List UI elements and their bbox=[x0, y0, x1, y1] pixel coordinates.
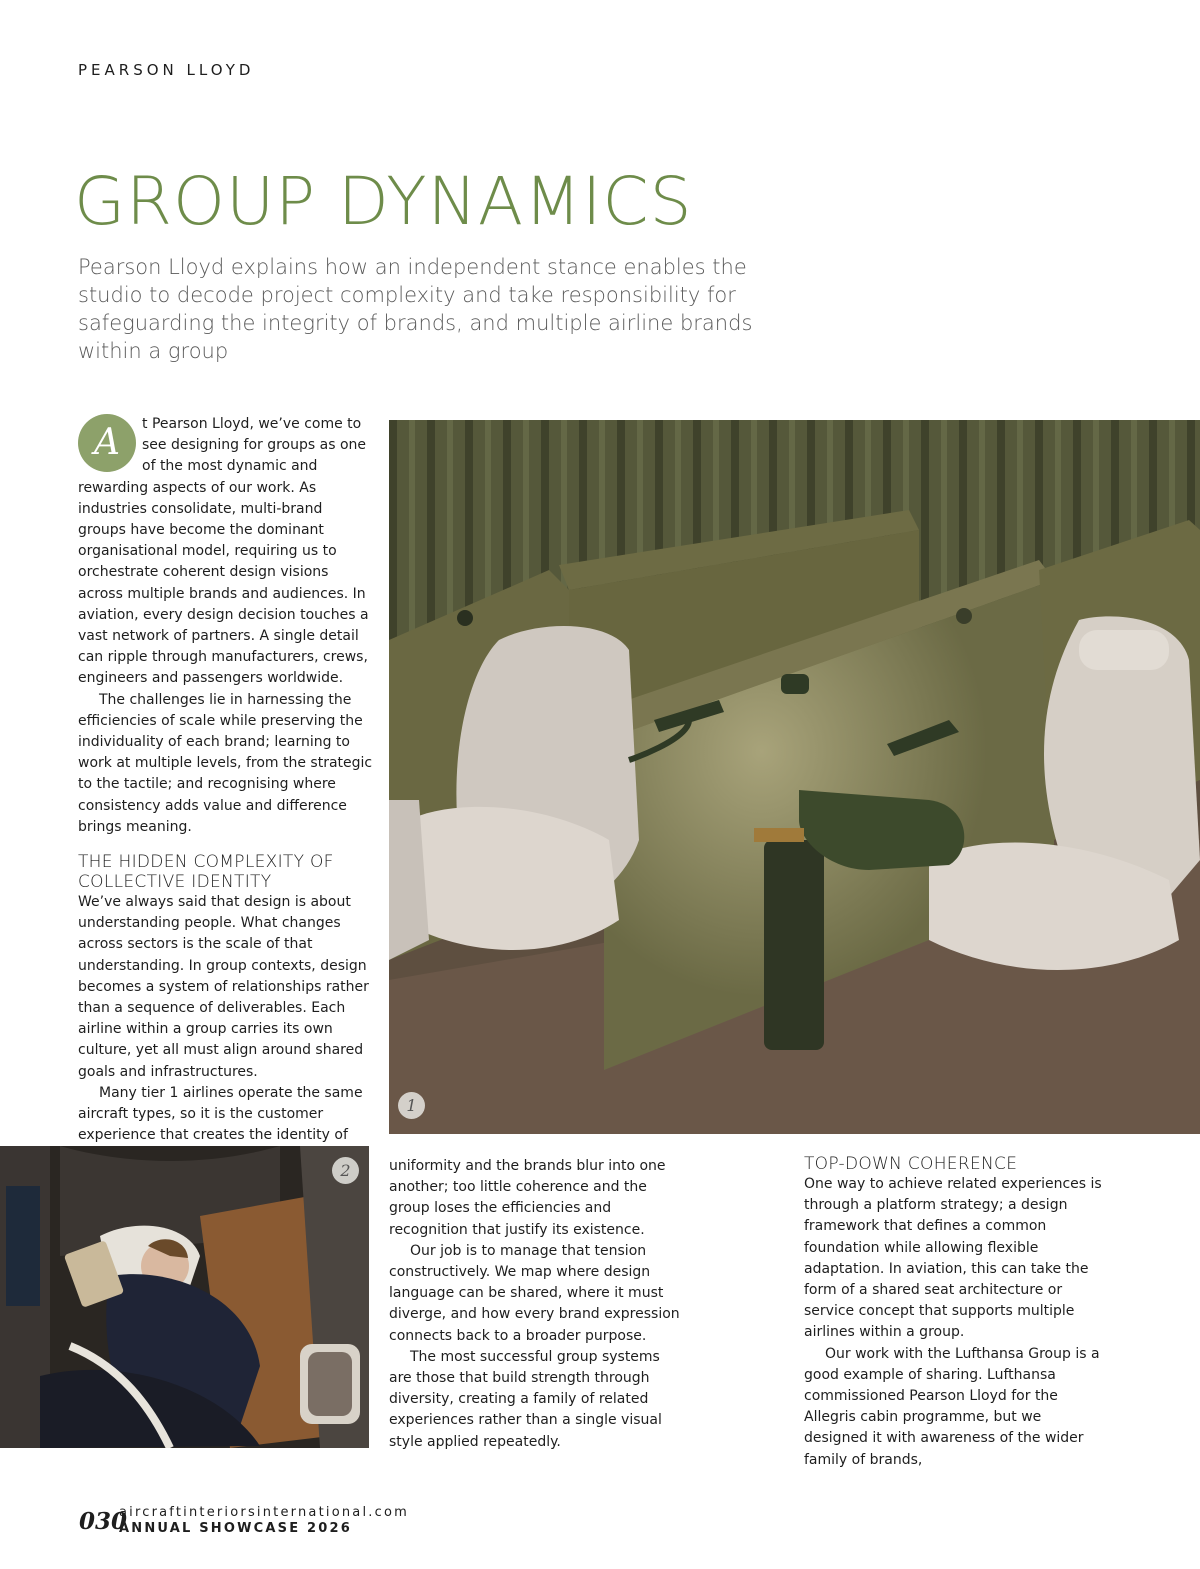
paragraph: We’ve always said that design is about understanding people. What changes across sectors is the scale of that understanding. In group contexts, design becomes a system of relationships rather than a sequence of deliverables. Each airline within a group carries its own culture, yet all must align around shared goals and infrastructures. bbox=[78, 894, 369, 1080]
article-title: GROUP DYNAMICS bbox=[74, 163, 693, 240]
image-number-badge: 1 bbox=[398, 1092, 425, 1119]
text-column-3 bbox=[804, 1154, 1104, 1471]
text-column-2 bbox=[389, 1156, 681, 1453]
drop-cap: A bbox=[78, 414, 136, 472]
paragraph: One way to achieve related experiences is through a platform strategy; a design framework that defines a common foundation while allowing flexible adaptation. In aviation, this can take the form of a shared seat architecture or service concept that supports multiple airlines within a group. bbox=[804, 1176, 1102, 1341]
paragraph: Our job is to manage that tension constructively. We map where design language can be shared, where it must diverge, and how every brand expression connects back to a broader purpose. bbox=[389, 1242, 680, 1344]
paragraph: The challenges lie in harnessing the efficiencies of scale while preserving the individuality of each brand; learning to work at multiple levels, from the strategic to the tactile; and recognising where consistency adds value and difference brings meaning. bbox=[78, 691, 373, 835]
article-standfirst: Pearson Lloyd explains how an independent stance enables the studio to decode project complexity and take responsibility for safeguarding the integrity of brands, and multiple airline brands within a group bbox=[78, 255, 753, 363]
subheading: THE HIDDEN COMPLEXITY OF COLLECTIVE IDENTITY bbox=[78, 852, 334, 893]
cabin-seats-photo bbox=[389, 420, 1200, 1134]
passenger-reading-photo bbox=[0, 1146, 369, 1448]
page-number: 030 bbox=[79, 1508, 128, 1535]
footer-url: aircraftinteriorsinternational.com bbox=[119, 1505, 409, 1520]
text-column-1 bbox=[78, 414, 374, 1210]
paragraph: Our work with the Lufthansa Group is a good example of sharing. Lufthansa commissioned Pearson Lloyd for the Allegris cabin programme, but we designed it with awareness of the wider family of brands, bbox=[804, 1345, 1100, 1468]
paragraph: Many tier 1 airlines operate the same aircraft types, so it is the customer experience that creates the identity of bbox=[78, 1084, 363, 1144]
subheading: TOP-DOWN COHERENCE bbox=[804, 1154, 1018, 1174]
image-number-badge: 2 bbox=[332, 1157, 359, 1184]
footer-edition: ANNUAL SHOWCASE 2026 bbox=[119, 1521, 353, 1536]
paragraph: t Pearson Lloyd, we’ve come to see designing for groups as one of the most dynamic and rewarding aspects of our work. As industries consolidate, multi-brand groups have become the dominant organisational model, requiring us to orchestrate coherent design visions across multiple brands and audiences. In aviation, every design decision touches a vast network of partners. A single detail can ripple through manufacturers, crews, engineers and passengers worldwide. bbox=[78, 416, 369, 687]
brand-header: PEARSON LLOYD bbox=[78, 61, 255, 79]
paragraph: uniformity and the brands blur into one another; too little coherence and the group loses the efficiencies and recognition that justify its existence. bbox=[389, 1158, 666, 1238]
passenger-reading-illustration bbox=[0, 1146, 369, 1448]
cabin-seats-illustration bbox=[389, 420, 1200, 1134]
paragraph: The most successful group systems are those that build strength through diversity, creating a family of related experiences rather than a single visual style applied repeatedly. bbox=[389, 1348, 662, 1450]
